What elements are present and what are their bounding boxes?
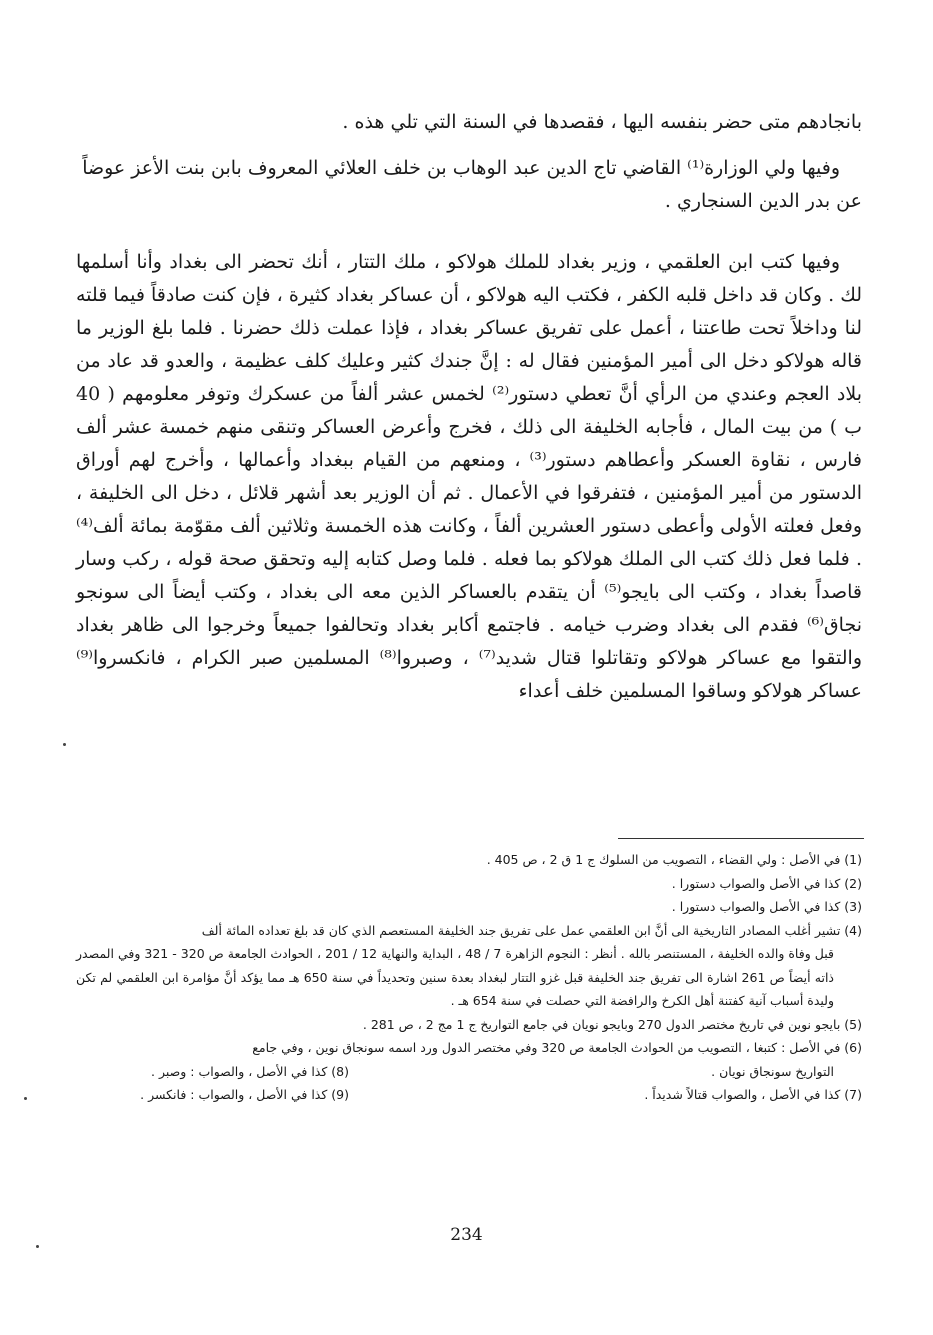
footnote-1: (1) في الأصل : ولي القضاء ، التصويب من السلوك ج 1 ق 2 ، ص 405 .	[486, 852, 862, 867]
footnote-7: (7) كذا في الأصل ، والصواب قتالاً شديداً .	[644, 1087, 862, 1102]
footnote-9: (9) كذا في الأصل ، والصواب : فانكسر .	[140, 1087, 349, 1102]
paragraph-2-text: وفيها ولي الوزارة⁽¹⁾ القاضي تاج الدين عبد الوهاب بن خلف العلائي المعروف بابن بنت الأعز عوضاً عن بدر الدين السنجاري .	[82, 157, 862, 212]
paragraph-2	[76, 152, 862, 218]
paragraph-1	[76, 106, 862, 139]
footnotes	[76, 848, 862, 1107]
footnote-separator	[618, 838, 864, 839]
footnote-6-continuation: التواريخ سونجاق نويان .	[711, 1063, 834, 1079]
footnote-2: (2) كذا في الأصل والصواب دستورا .	[671, 875, 862, 891]
scan-speck	[63, 743, 66, 746]
footnote-4-continuation: قبل وفاة والده الخليفة ، المستنصر بالله . أنظر : النجوم الزاهرة 7 / 48 ، البداية والنهاية 12 / 201 ، الحوادث الجامعة ص 320 - 321 وفي المصدر ذاته أيضاً ص 261 اشارة الى تفريق جند الخليفة قبل غزو التتار لبغداد بعدة سنين وتحديداً في سنة 650 هـ مما يؤكد أنَّ مؤامرة ابن العلقمي لم تكن وليدة أسباب آنية كفتنة أهل الكرخ والرافضة التي حصلت في سنة 654 هـ .	[76, 946, 834, 1008]
footnote-row-7-9	[76, 1083, 862, 1107]
paragraph-3-text: وفيها كتب ابن العلقمي ، وزير بغداد للملك هولاكو ، ملك التتار ، أنك تحضر الى بغداد وأنا أسلمها لك . وكان قد داخل قلبه الكفر ، فكتب اليه هولاكو ، أن عساكر بغداد كثيرة ، فإن كنت صادقاً فيما قلته لنا وداخلاً تحت طاعتنا ، أعمل على تفريق عساكر بغداد ، فإذا عملت ذلك حضرنا . فلما بلغ الوزير ما قاله هولاكو دخل الى أمير المؤمنين فقال له : إنَّ جندك كثير وعليك كلف عظيمة ، والعدو قد عاد من بلاد العجم وعندي من الرأي أنَّ تعطي دستور⁽²⁾ لخمس عشر ألفاً من عسكرك وتوفر معلومهم ( 40 ب ) من بيت المال ، فأجابه الخليفة الى ذلك ، فخرج وأعرض العساكر وتنقى منهم خمسة عشر ألف فارس ، نقاوة العسكر وأعطاهم دستور⁽³⁾ ، ومنعهم من القيام ببغداد وأعمالها ، وأخرج لهم أوراق الدستور من أمير المؤمنين ، فتفرقوا في الأعمال . ثم أن الوزير بعد أشهر قلائل ، دخل الى الخليفة ، وفعل فعلته الأولى وأعطى دستور العشرين ألفاً ، وكانت هذه الخمسة وثلاثين ألف مقوّمة بمائة ألف⁽⁴⁾ . فلما فعل ذلك كتب الى الملك هولاكو بما فعله . فلما وصل كتابه إليه وتحقق صحة قوله ، ركب وسار قاصداً بغداد ، وكتب الى بايجو⁽⁵⁾ أن يتقدم بالعساكر الذين معه الى بغداد ، وكتب أيضاً الى سونجو نجاق⁽⁶⁾ فقدم الى بغداد وضرب خيامه . فاجتمع أكابر بغداد وتحالفوا جميعاً وخرجوا الى ظاهر بغداد والتقوا مع عساكر هولاكو وتقاتلوا قتال شديد⁽⁷⁾ ، وصبروا⁽⁸⁾ المسلمين صبر الكرام ، فانكسروا⁽⁹⁾ عساكر هولاكو وساقوا المسلمين خلف أعداء	[76, 251, 862, 702]
footnote-4-first-line: (4) تشير أغلب المصادر التاريخية الى أنَّ ابن العلقمي عمل على تفريق جند الخليفة المستعصم الذي كان قد بلغ تعداده المائة ألف	[201, 922, 862, 938]
footnote-5: (5) بايجو نوين في تاريخ مختصر الدول 270 وبايجو نويان في جامع التواريخ ج 1 مج 2 ، ص 281 .	[362, 1016, 862, 1032]
footnote-6-first-line: (6) في الأصل : كتبغا ، التصويب من الحوادث الجامعة ص 320 وفي مختصر الدول ورد اسمه سونجاق نوين ، وفي جامع	[252, 1040, 862, 1055]
paragraph-1-text: بانجادهم متى حضر بنفسه اليها ، فقصدها في السنة التي تلي هذه .	[342, 111, 862, 133]
footnote-8: (8) كذا في الأصل ، والصواب : وصبر .	[151, 1063, 349, 1079]
footnote-3: (3) كذا في الأصل والصواب دستورا .	[671, 899, 862, 914]
footnote-row-6-8	[76, 1060, 862, 1084]
scan-speck	[36, 1245, 39, 1248]
page-number: 234	[450, 1225, 483, 1245]
scan-speck	[24, 1097, 27, 1100]
paragraph-3	[76, 246, 862, 708]
